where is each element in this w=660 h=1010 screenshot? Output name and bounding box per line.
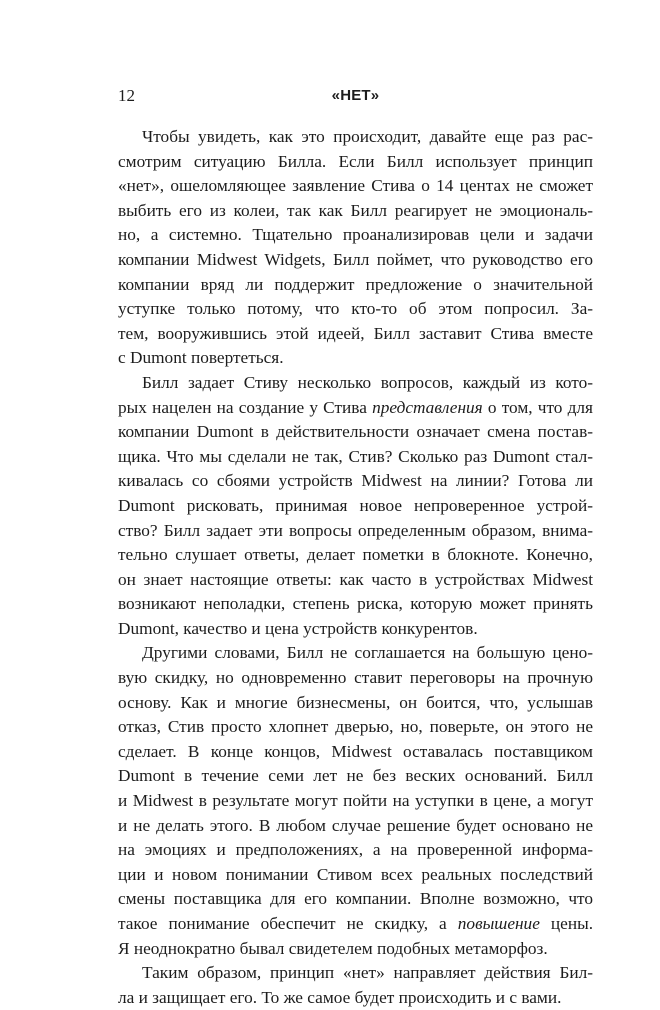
- text-line: [118, 445, 593, 470]
- text-segment: о том, что для: [482, 397, 593, 417]
- text-line: [118, 346, 593, 371]
- paragraph-3: [118, 641, 593, 961]
- text-line: [118, 863, 593, 888]
- text-line: [118, 150, 593, 175]
- text-line: [118, 789, 593, 814]
- text-segment: и не делать этого. В любом случае решение будет основано не: [118, 815, 593, 835]
- text-segment: вую скидку, но одновременно ставит переговоры на прочную: [118, 668, 593, 688]
- text-segment: уступке только потому, что кто-то об этом попросил. За-: [118, 299, 593, 319]
- text-segment: с Dumont повертеться.: [118, 348, 284, 368]
- text-line: [118, 322, 593, 347]
- text-line: [118, 543, 593, 568]
- paragraph-1: [118, 125, 593, 371]
- emphasized-text: повышение: [457, 914, 540, 933]
- text-segment: тем, вооружившись этой идеей, Билл заставит Стива вместе: [118, 323, 593, 343]
- text-segment: компании Midwest Widgets, Билл поймет, что руководство его: [118, 249, 593, 269]
- text-line: [118, 937, 593, 962]
- text-segment: основу. Как и многие бизнесмены, он боится, что, услышав: [118, 692, 593, 712]
- chapter-title: «НЕТ»: [331, 87, 380, 104]
- text-segment: Я неоднократно бывал свидетелем подобных метаморфоз.: [118, 938, 548, 958]
- body-text: [118, 125, 593, 1010]
- text-segment: «нет», ошеломляющее заявление Стива о 14 центах не сможет: [118, 176, 593, 196]
- text-line: [118, 617, 593, 642]
- text-segment: Билл задает Стиву несколько вопросов, каждый из кото-: [142, 372, 593, 392]
- text-segment: цены.: [539, 914, 594, 933]
- text-segment: и Midwest в результате могут пойти на уступки в цене, а могут: [118, 791, 593, 811]
- text-line: [118, 273, 593, 298]
- text-line: [118, 641, 593, 666]
- text-line: [118, 396, 593, 421]
- text-segment: Другими словами, Билл не соглашается на большую цено-: [142, 643, 593, 663]
- text-line: [118, 814, 593, 839]
- text-line: [118, 469, 593, 494]
- text-segment: компании вряд ли поддержит предложение о значительной: [118, 274, 593, 294]
- text-segment: на эмоциях и предположениях, а на проверенной информа-: [118, 840, 593, 860]
- text-line: [118, 961, 593, 986]
- text-line: [118, 887, 593, 912]
- text-line: [118, 371, 593, 396]
- text-line: [118, 568, 593, 593]
- text-segment: смотрим ситуацию Билла. Если Билл использует принцип: [118, 151, 593, 171]
- text-line: [118, 986, 593, 1010]
- text-segment: Dumont, качество и цена устройств конкурентов.: [118, 618, 478, 638]
- text-line: [118, 838, 593, 863]
- text-segment: смены поставщика для его компании. Вполне возможно, что: [118, 889, 593, 909]
- text-line: [118, 764, 593, 789]
- text-line: [118, 494, 593, 519]
- text-line: [118, 592, 593, 617]
- text-segment: сделает. В конце концов, Midwest оставалась поставщиком: [118, 741, 593, 761]
- text-segment: ла и защищает его. То же самое будет происходить и с вами.: [118, 987, 562, 1007]
- text-line: [118, 248, 593, 273]
- text-line: [118, 223, 593, 248]
- text-segment: ство? Билл задает эти вопросы определенным образом, внима-: [118, 520, 593, 540]
- emphasized-text: представления: [372, 397, 483, 417]
- text-line: [118, 199, 593, 224]
- text-line: [118, 740, 593, 765]
- text-segment: отказ, Стив просто хлопнет дверью, но, поверьте, он этого не: [118, 717, 593, 737]
- text-segment: такое понимание обеспечит не скидку, а: [118, 914, 458, 933]
- text-line: [118, 912, 593, 937]
- text-segment: Таким образом, принцип «нет» направляет действия Бил-: [142, 963, 593, 983]
- text-segment: ции и новом понимании Стивом всех реальных последствий: [118, 864, 593, 884]
- running-header: [118, 84, 593, 108]
- paragraph-4: [118, 961, 593, 1010]
- text-segment: Dumont рисковать, принимая новое непроверенное устрой-: [118, 495, 593, 515]
- text-line: [118, 125, 593, 150]
- text-segment: компании Dumont в действительности означает смена постав-: [118, 422, 593, 442]
- text-segment: щика. Что мы сделали не так, Стив? Сколько раз Dumont стал-: [118, 446, 593, 466]
- text-line: [118, 174, 593, 199]
- text-segment: но, а системно. Тщательно проанализировав цели и задачи: [118, 225, 593, 245]
- paragraph-2: [118, 371, 593, 642]
- text-line: [118, 666, 593, 691]
- text-line: [118, 715, 593, 740]
- text-line: [118, 519, 593, 544]
- text-segment: Чтобы увидеть, как это происходит, давайте еще раз рас-: [142, 127, 593, 146]
- text-segment: он знает настоящие ответы: как часто в устройствах Midwest: [118, 569, 593, 589]
- text-segment: рых нацелен на создание у Стива: [118, 397, 373, 417]
- text-segment: Dumont в течение семи лет не без веских оснований. Билл: [118, 766, 593, 786]
- text-line: [118, 297, 593, 322]
- text-line: [118, 420, 593, 445]
- text-segment: возникают неполадки, степень риска, которую может принять: [118, 594, 593, 614]
- text-line: [118, 691, 593, 716]
- text-segment: выбить его из колеи, так как Билл реагирует не эмоциональ-: [118, 200, 593, 220]
- text-segment: кивалась со сбоями устройств Midwest на линии? Готова ли: [118, 471, 593, 491]
- page-number: 12: [118, 86, 135, 105]
- text-segment: тельно слушает ответы, делает пометки в блокноте. Конечно,: [118, 545, 593, 565]
